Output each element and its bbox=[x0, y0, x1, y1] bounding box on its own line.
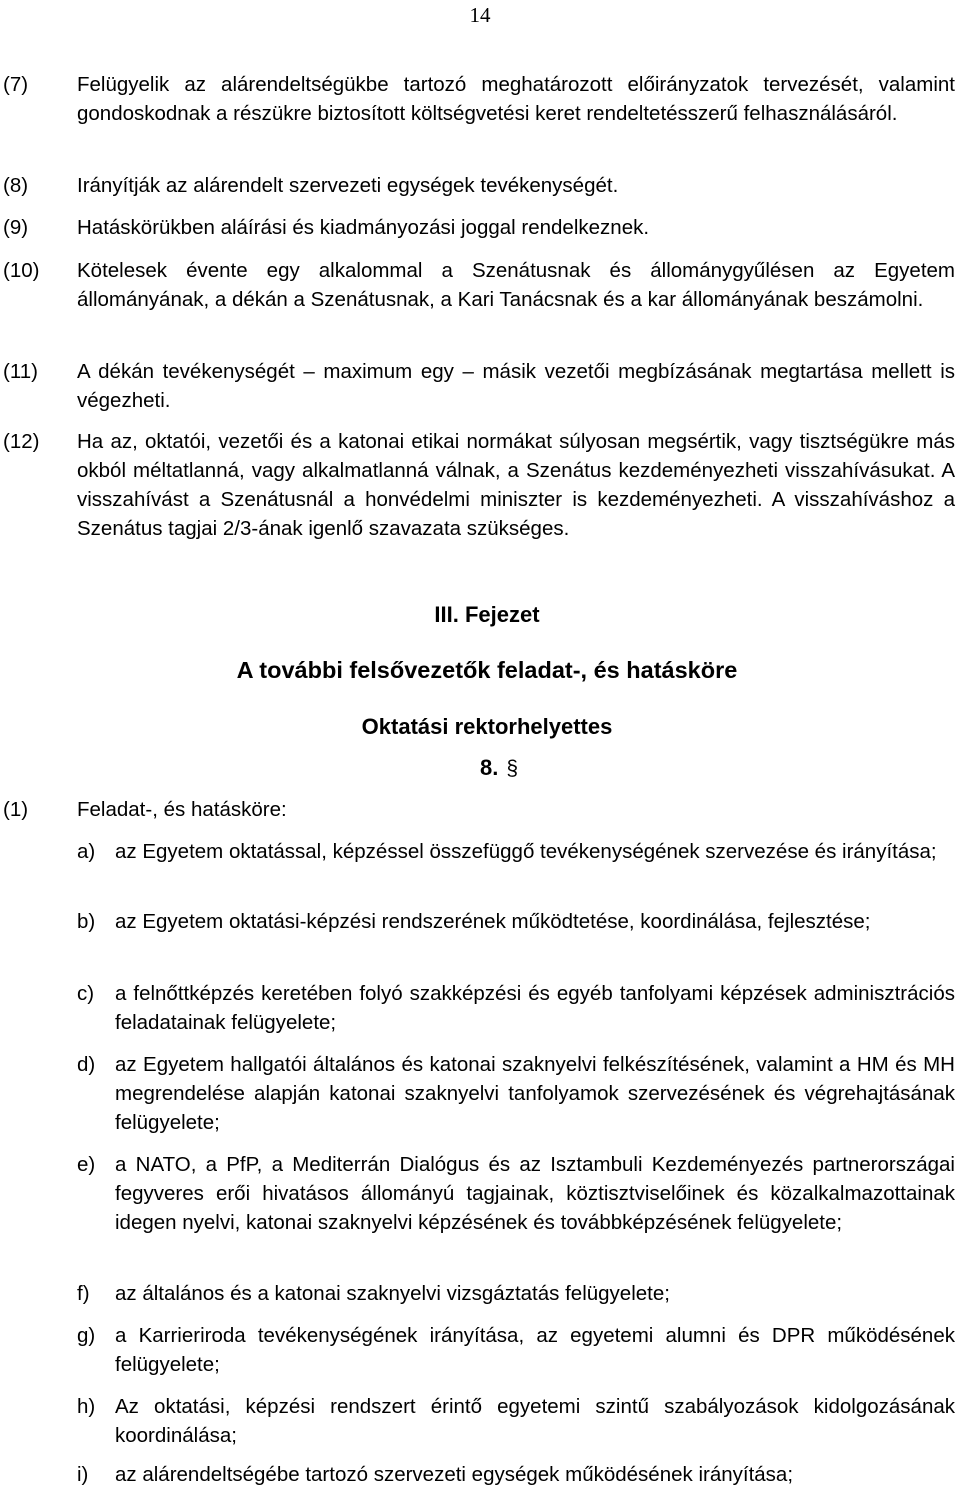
list-item-b bbox=[0, 907, 960, 936]
paragraph-number: (7) bbox=[3, 73, 29, 96]
paragraph-text: Hatáskörükben aláírási és kiadmányozási joggal rendelkeznek. bbox=[77, 216, 650, 239]
list-item-a bbox=[0, 837, 960, 866]
list-item-e bbox=[0, 1150, 960, 1237]
paragraph-9 bbox=[0, 213, 960, 242]
list-item-letter: h) bbox=[77, 1395, 96, 1418]
paragraph-text: Ha az, oktatói, vezetői és a katonai etikai normákat súlyosan megsértik, vagy tisztségükre más okból méltatlanná, vagy alkalmatlanná válnak, a Szenátus kezdeményezheti visszahívásukat. A visszahívást a Szenátusnál a honvédelmi miniszter is kezdeményezheti. A visszahíváshoz a Szenátus tagjai 2/3-ának igenlő szavazata szükséges. bbox=[77, 430, 955, 540]
section-heading bbox=[19, 754, 960, 783]
paragraph-8 bbox=[0, 171, 960, 200]
paragraph-text: Felügyelik az alárendeltségükbe tartozó meghatározott előirányzatok tervezését, valamint gondoskodnak a részükre biztosított költségvetési keret rendeltetésszerű felhasználásáról. bbox=[77, 73, 955, 125]
list-item-text: a felnőttképzés keretében folyó szakképzési és egyéb tanfolyami képzések adminisztrációs feladatainak felügyelete; bbox=[115, 982, 955, 1034]
list-item-letter: f) bbox=[77, 1282, 90, 1305]
list-item-text: a NATO, a PfP, a Mediterrán Dialógus és az Isztambuli Kezdeményezés partnerországai fegyveres erői hivatásos állományú tagjainak, köztisztviselőinek és közalkalmazottainak idegen nyelvi, katonai szaknyelvi képzésének és továbbképzésének felügyelete; bbox=[115, 1153, 955, 1234]
list-item-f bbox=[0, 1279, 960, 1308]
paragraph-10 bbox=[0, 256, 960, 314]
list-item-letter: a) bbox=[77, 840, 96, 863]
list-item-letter: i) bbox=[77, 1463, 89, 1486]
list-item-h bbox=[0, 1392, 960, 1450]
office-title: Oktatási rektorhelyettes bbox=[361, 714, 613, 739]
paragraph-number: (8) bbox=[3, 174, 29, 197]
section-symbol: § bbox=[506, 757, 519, 780]
list-item-text: az Egyetem oktatással, képzéssel összefüggő tevékenységének szervezése és irányítása; bbox=[115, 840, 937, 863]
list-item-text: az alárendeltségébe tartozó szervezeti egységek működésének irányítása; bbox=[115, 1463, 794, 1486]
paragraph-text: A dékán tevékenységét – maximum egy – másik vezetői megbízásának megtartása mellett is végezheti. bbox=[77, 360, 955, 412]
list-item-text: Az oktatási, képzési rendszert érintő egyetemi szintű szabályozások kidolgozásának koordinálása; bbox=[115, 1395, 955, 1447]
list-item-text: a Karrieriroda tevékenységének irányítása, az egyetemi alumni és DPR működésének felügyelete; bbox=[115, 1324, 955, 1376]
list-item-d bbox=[0, 1050, 960, 1137]
list-item-text: az Egyetem hallgatói általános és katonai szaknyelvi felkészítésének, valamint a HM és MH megrendelése alapján katonai szaknyelvi tanfolyamok szervezésének és végrehajtásának felügyelete; bbox=[115, 1053, 955, 1134]
chapter-title: A további felsővezetők feladat-, és hatásköre bbox=[236, 657, 738, 683]
list-item-letter: c) bbox=[77, 982, 95, 1005]
page-number: 14 bbox=[469, 3, 491, 27]
section-number: 8. bbox=[479, 755, 499, 780]
paragraph-text: Irányítják az alárendelt szervezeti egységek tevékenységét. bbox=[77, 174, 619, 197]
list-item-c bbox=[0, 979, 960, 1037]
intro-number: (1) bbox=[3, 798, 29, 821]
intro-line bbox=[3, 795, 287, 824]
list-item-text: az általános és a katonai szaknyelvi vizsgáztatás felügyelete; bbox=[115, 1282, 670, 1305]
list-item-i bbox=[0, 1460, 960, 1489]
list-item-letter: g) bbox=[77, 1324, 96, 1347]
paragraph-11 bbox=[0, 357, 960, 415]
paragraph-number: (11) bbox=[3, 360, 38, 383]
list-item-letter: b) bbox=[77, 910, 96, 933]
paragraph-number: (12) bbox=[3, 430, 40, 453]
paragraph-text: Kötelesek évente egy alkalommal a Szenátusnak és állománygyűlésen az Egyetem állományának, a dékán a Szenátusnak, a Kari Tanácsnak és a kar állományának beszámolni. bbox=[77, 259, 955, 311]
paragraph-number: (9) bbox=[3, 216, 29, 239]
list-item-letter: d) bbox=[77, 1053, 96, 1076]
intro-text: Feladat-, és hatásköre: bbox=[77, 798, 287, 821]
list-item-letter: e) bbox=[77, 1153, 96, 1176]
paragraph-number: (10) bbox=[3, 259, 40, 282]
list-item-text: az Egyetem oktatási-képzési rendszerének működtetése, koordinálása, fejlesztése; bbox=[115, 910, 871, 933]
chapter-heading: III. Fejezet bbox=[434, 602, 540, 627]
list-item-g bbox=[0, 1321, 960, 1379]
paragraph-7 bbox=[0, 70, 960, 128]
paragraph-12 bbox=[0, 427, 960, 543]
